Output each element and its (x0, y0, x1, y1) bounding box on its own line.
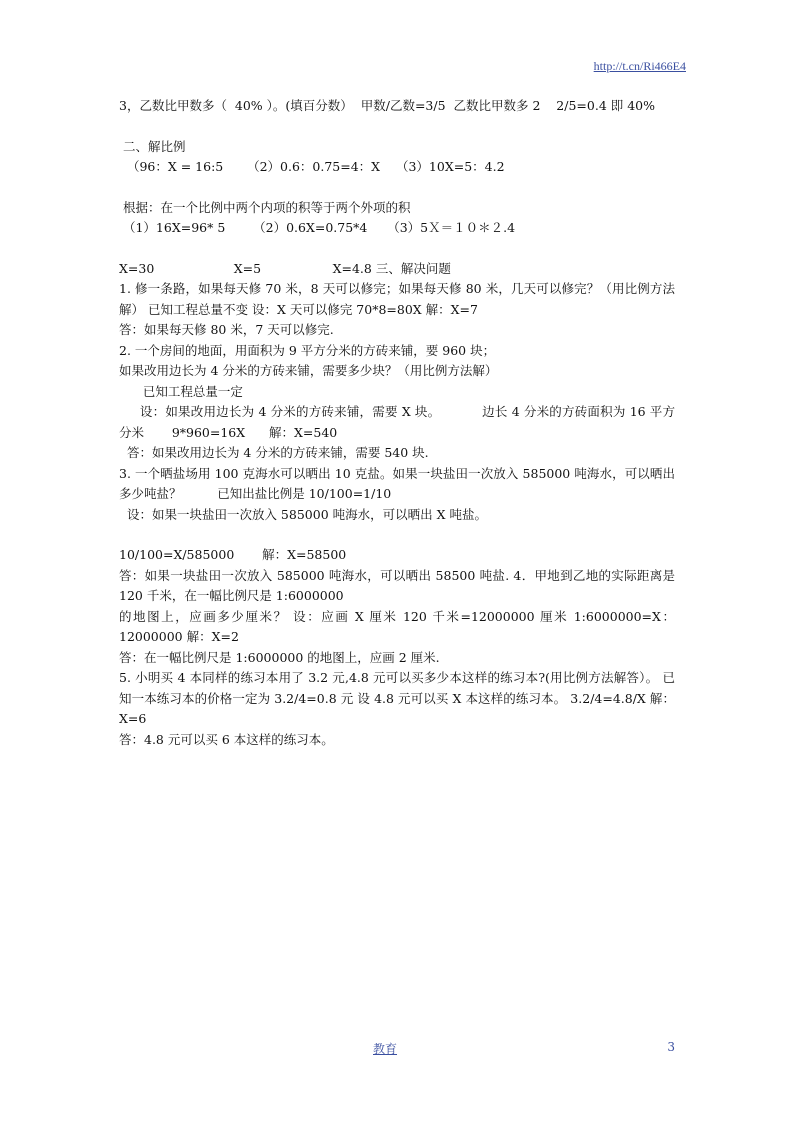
section-heading-solve-proportion: 二、解比例 (119, 138, 186, 154)
problem-1-answer: 答：如果每天修 80 米，7 天可以修完. (119, 322, 334, 337)
problem-2-answer: 答：如果改用边长为 4 分米的方砖来铺，需要 540 块. (119, 445, 429, 460)
page-number: 3 (667, 1040, 675, 1054)
problem-5-answer: 答：4.8 元可以买 6 本这样的练习本。 (119, 731, 334, 747)
header-url-link[interactable]: http://t.cn/Ri466E4 (593, 59, 686, 73)
document-body (119, 96, 679, 750)
problem-1: 1. 修一条路，如果每天修 70 米，8 天可以修完；如果每天修 80 米，几天可以修完？（用比例方法解） 已知工程总量不变 设：X 天可以修完 70*8=80X 解：X=7 (119, 281, 675, 317)
problem-3-solution: 10/100=X/585000 解：X=58500 (119, 547, 347, 562)
proportion-answers: X=30 X=5 X=4.8 三、解决问题 (119, 260, 451, 276)
proportion-problems: （96：X = 16:5 （2）0.6：0.75=4：X （3）10X=5：4.2 (119, 159, 505, 174)
problem-2-known: 已知工程总量一定 (119, 383, 243, 399)
problem-4-solution: 的地图上，应画多少厘米？ 设：应画 X 厘米 120 千米=12000000 厘米 1:6000000=X：12000000 解：X=2 (119, 608, 675, 644)
problem-2: 2. 一个房间的地面，用面积为 9 平方分米的方砖来铺，要 960 块； (119, 342, 496, 358)
problem-2-question: 如果改用边长为 4 分米的方砖来铺，需要多少块？（用比例方法解） (119, 363, 498, 378)
problem-3-setup: 设：如果一块盐田一次放入 585000 吨海水，可以晒出 X 吨盐。 (119, 506, 487, 522)
problem-3: 3. 一个晒盐场用 100 克海水可以晒出 10 克盐。如果一块盐田一次放入 585000 吨海水，可以晒出多少吨盐？ 已知出盐比例是 10/100=1/10 (119, 465, 675, 501)
problem-2-solution: 设：如果改用边长为 4 分米的方砖来铺，需要 X 块。 边长 4 分米的方砖面积为 16 平方分米 9*960=16X 解：X=540 (119, 404, 675, 440)
problem-3-answer-and-problem-4: 答：如果一块盐田一次放入 585000 吨海水，可以晒出 58500 吨盐. 4．甲地到乙地的实际距离是 120 千米，在一幅比例尺是 1:6000000 (119, 567, 679, 603)
proportion-equations: （1）16X=96* 5 （2）0.6X=0.75*4 （3）5Ｘ＝１０＊２.4 (119, 220, 516, 235)
proportion-rule: 根据：在一个比例中两个内项的积等于两个外项的积 (119, 199, 411, 215)
footer-link[interactable]: 教育 (373, 1042, 398, 1056)
answer-line-percent: 3，乙数比甲数多（ 40% ）。(填百分数） 甲数/乙数=3/5 乙数比甲数多 2 2/5=0.4 即 40% (119, 98, 655, 113)
problem-4-answer: 答：在一幅比例尺是 1:6000000 的地图上，应画 2 厘米. (119, 649, 440, 665)
problem-5: 5. 小明买 4 本同样的练习本用了 3.2 元,4.8 元可以买多少本这样的练习本?(用比例方法解答）。 已知一本练习本的价格一定为 3.2/4=0.8 元 设 4.8 元可以买 X 本这样的练习本。 3.2/4=4.8/X 解：X=6 (119, 670, 675, 726)
